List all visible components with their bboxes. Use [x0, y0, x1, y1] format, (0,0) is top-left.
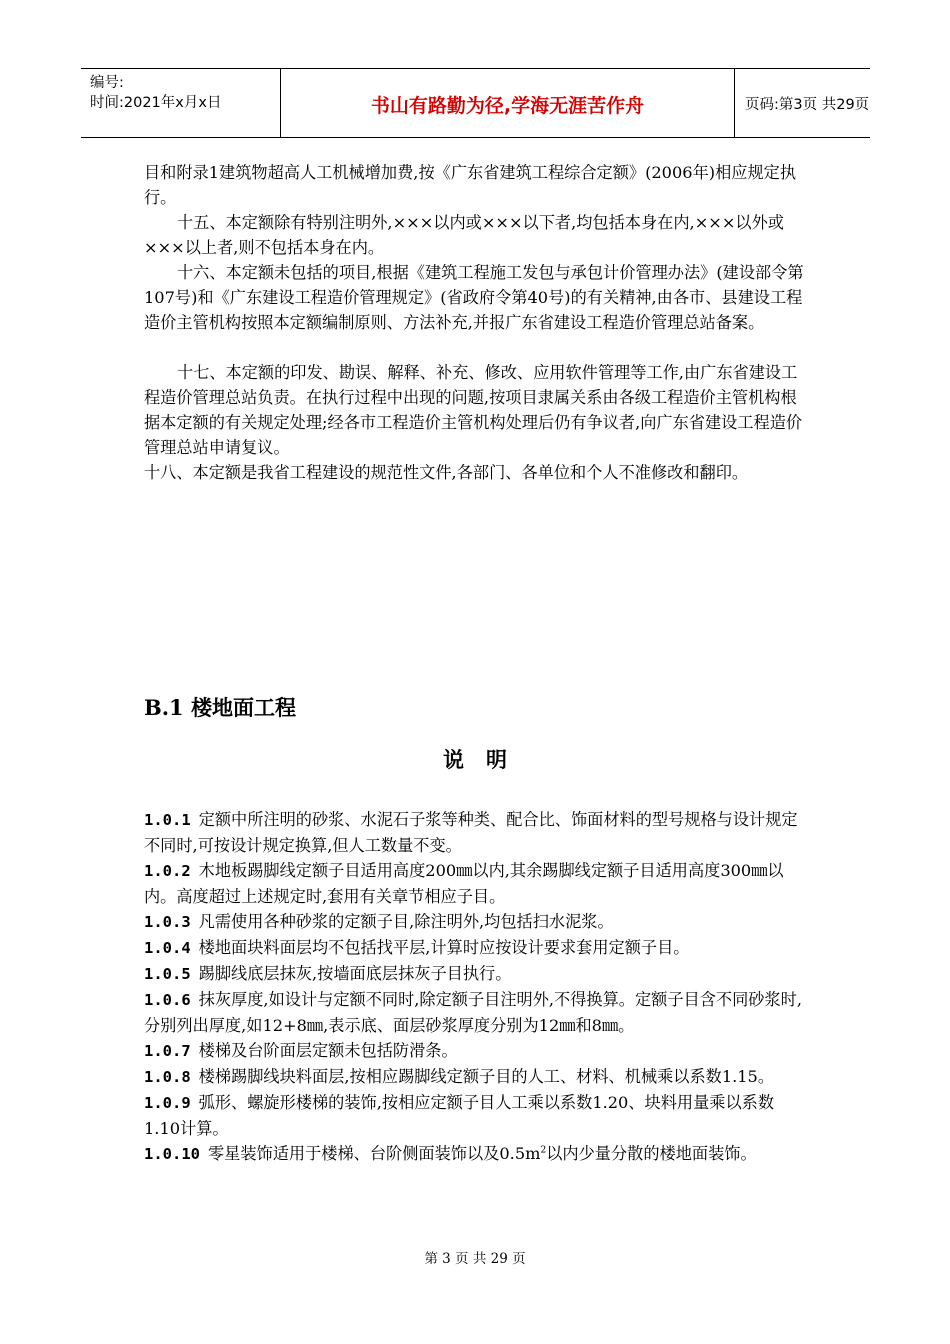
list-item — [144, 1064, 808, 1090]
page-footer: 第 3 页 共 29 页 — [424, 1251, 526, 1267]
header-motto: 书山有路勤为径,学海无涯苦作舟 — [281, 69, 735, 137]
item-list — [144, 807, 808, 1167]
item-text: 抹灰厚度,如设计与定额不同时,除定额子目注明外,不得换算。定额子目含不同砂浆时,分别列出厚度,如12+8㎜,表示底、面层砂浆厚度分别为12㎜和8㎜。 — [144, 990, 803, 1035]
item-text: 弧形、螺旋形楼梯的装饰,按相应定额子目人工乘以系数1.20、块料用量乘以系数1.10计算。 — [144, 1093, 775, 1138]
item-text: 木地板踢脚线定额子目适用高度200㎜以内,其余踢脚线定额子目适用高度300㎜以内。高度超过上述规定时,套用有关章节相应子目。 — [144, 861, 784, 906]
list-item — [144, 1090, 808, 1141]
list-item — [144, 935, 808, 961]
header-meta — [81, 69, 281, 137]
item-number: 1.0.7 — [144, 1042, 191, 1060]
item-number: 1.0.9 — [144, 1094, 191, 1112]
item-number: 1.0.10 — [144, 1145, 200, 1163]
item-text: 定额中所注明的砂浆、水泥石子浆等种类、配合比、饰面材料的型号规格与设计规定不同时,可按设计规定换算,但人工数量不变。 — [144, 810, 798, 855]
superscript: 2 — [540, 1145, 547, 1156]
item-number: 1.0.6 — [144, 991, 191, 1009]
section-title: B.1 楼地面工程 — [144, 695, 296, 720]
item-text: 楼梯及台阶面层定额未包括防滑条。 — [198, 1041, 458, 1060]
item-number: 1.0.3 — [144, 913, 191, 931]
item-text: 零星装饰适用于楼梯、台阶侧面装饰以及0.5m — [208, 1144, 541, 1163]
paragraph-1: 目和附录1建筑物超高人工机械增加费,按《广东省建筑工程综合定额》(2006年)相应规定执行。 — [144, 163, 797, 207]
item-text: 踢脚线底层抹灰,按墙面底层抹灰子目执行。 — [198, 964, 512, 983]
item-number: 1.0.2 — [144, 862, 191, 880]
subtitle: 说明 — [443, 748, 529, 772]
item-text-after: 以内少量分散的楼地面装饰。 — [546, 1144, 757, 1163]
item-number: 1.0.8 — [144, 1068, 191, 1086]
list-item — [144, 909, 808, 935]
list-item — [144, 1141, 808, 1167]
paragraph-4: 十七、本定额的印发、勘误、解释、补充、修改、应用软件管理等工作,由广东省建设工程造价管理总站负责。在执行过程中出现的问题,按项目隶属关系由各级工程造价主管机构根据本定额的有关规定处理;经各市工程造价主管机构处理后仍有争议者,向广东省建设工程造价管理总站申请复议。 — [144, 363, 803, 457]
paragraph-3: 十六、本定额未包括的项目,根据《建筑工程施工发包与承包计价管理办法》(建设部令第107号)和《广东建设工程造价管理规定》(省政府令第40号)的有关精神,由各市、县建设工程造价主管机构按照本定额编制原则、方法补充,并报广东省建设工程造价管理总站备案。 — [144, 263, 804, 332]
header-page-label: 页码:第3页 共29页 — [745, 97, 870, 113]
paragraph-5: 十八、本定额是我省工程建设的规范性文件,各部门、各单位和个人不准修改和翻印。 — [144, 463, 749, 482]
item-number: 1.0.5 — [144, 965, 191, 983]
paragraph-2: 十五、本定额除有特别注明外,×××以内或×××以下者,均包括本身在内,×××以外或×××以上者,则不包括本身在内。 — [144, 213, 784, 257]
item-text: 凡需使用各种砂浆的定额子目,除注明外,均包括扫水泥浆。 — [198, 912, 614, 931]
item-text: 楼梯踢脚线块料面层,按相应踢脚线定额子目的人工、材料、机械乘以系数1.15。 — [198, 1067, 775, 1086]
item-number: 1.0.4 — [144, 939, 191, 957]
item-text: 楼地面块料面层均不包括找平层,计算时应按设计要求套用定额子目。 — [198, 938, 690, 957]
list-item — [144, 987, 808, 1038]
page-header — [81, 68, 870, 138]
list-item — [144, 807, 808, 858]
item-number: 1.0.1 — [144, 811, 191, 829]
list-item — [144, 1038, 808, 1064]
number-label: 编号: — [90, 75, 124, 91]
list-item — [144, 961, 808, 987]
time-label: 时间:2021年x月x日 — [90, 95, 222, 111]
list-item — [144, 858, 808, 909]
